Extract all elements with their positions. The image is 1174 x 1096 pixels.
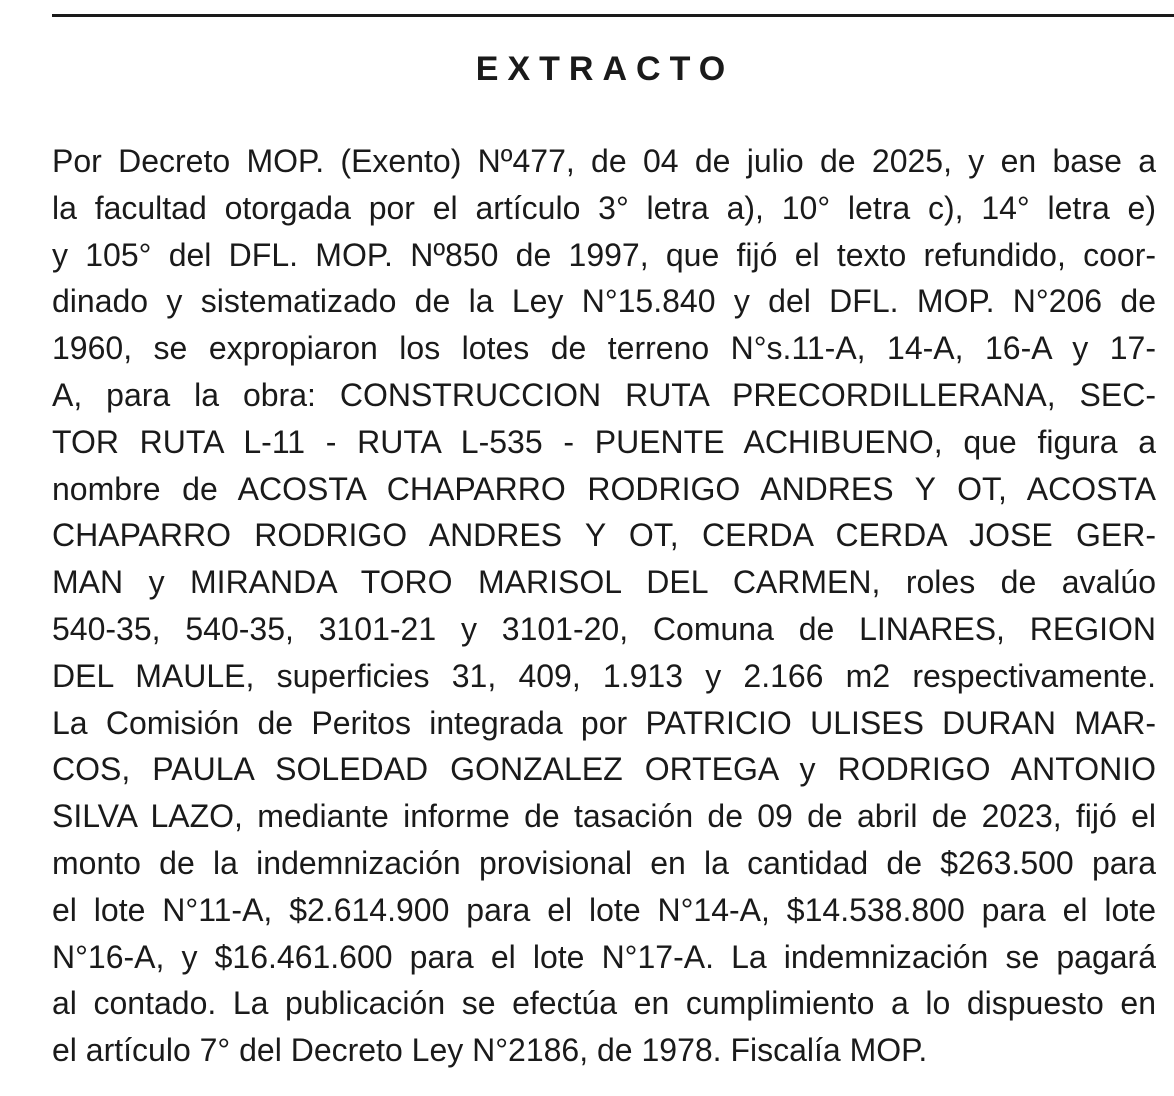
document-body bbox=[52, 138, 1156, 1074]
body-line: al contado. La publicación se efectúa en cumplimiento a lo dispuesto en bbox=[52, 985, 1156, 1022]
body-line: CHAPARRO RODRIGO ANDRES Y OT, CERDA CERDA JOSE GER- bbox=[52, 517, 1156, 554]
body-line: TOR RUTA L-11 - RUTA L-535 - PUENTE ACHIBUENO, que figura a bbox=[52, 423, 1156, 460]
body-line: 1960, se expropiaron los lotes de terreno N°s.11-A, 14-A, 16-A y 17- bbox=[52, 330, 1156, 367]
body-line: La Comisión de Peritos integrada por PATRICIO ULISES DURAN MAR- bbox=[52, 704, 1156, 741]
body-line: N°16-A, y $16.461.600 para el lote N°17-A. La indemnización se pagará bbox=[52, 938, 1156, 975]
body-line: 540-35, 540-35, 3101-21 y 3101-20, Comuna de LINARES, REGION bbox=[52, 610, 1156, 647]
body-line: el artículo 7° del Decreto Ley N°2186, de 1978. Fiscalía MOP. bbox=[52, 1032, 928, 1069]
top-rule bbox=[52, 14, 1174, 17]
body-line: COS, PAULA SOLEDAD GONZALEZ ORTEGA y RODRIGO ANTONIO bbox=[52, 751, 1156, 788]
body-line: MAN y MIRANDA TORO MARISOL DEL CARMEN, roles de avalúo bbox=[52, 564, 1156, 601]
body-line: monto de la indemnización provisional en la cantidad de $263.500 para bbox=[52, 844, 1156, 881]
body-line: DEL MAULE, superficies 31, 409, 1.913 y 2.166 m2 respectivamente. bbox=[52, 657, 1156, 694]
body-line: la facultad otorgada por el artículo 3° letra a), 10° letra c), 14° letra e) bbox=[52, 189, 1156, 226]
document-title: EXTRACTO bbox=[475, 50, 735, 88]
body-line: dinado y sistematizado de la Ley N°15.840 y del DFL. MOP. N°206 de bbox=[52, 283, 1156, 320]
body-line: A, para la obra: CONSTRUCCION RUTA PRECORDILLERANA, SEC- bbox=[52, 376, 1156, 413]
body-line: SILVA LAZO, mediante informe de tasación de 09 de abril de 2023, fijó el bbox=[52, 798, 1156, 835]
body-line: y 105° del DFL. MOP. Nº850 de 1997, que fijó el texto refundido, coor- bbox=[52, 236, 1156, 273]
body-line: el lote N°11-A, $2.614.900 para el lote N°14-A, $14.538.800 para el lote bbox=[52, 891, 1156, 928]
body-line: Por Decreto MOP. (Exento) Nº477, de 04 de julio de 2025, y en base a bbox=[52, 143, 1156, 179]
body-line: nombre de ACOSTA CHAPARRO RODRIGO ANDRES Y OT, ACOSTA bbox=[52, 470, 1156, 507]
